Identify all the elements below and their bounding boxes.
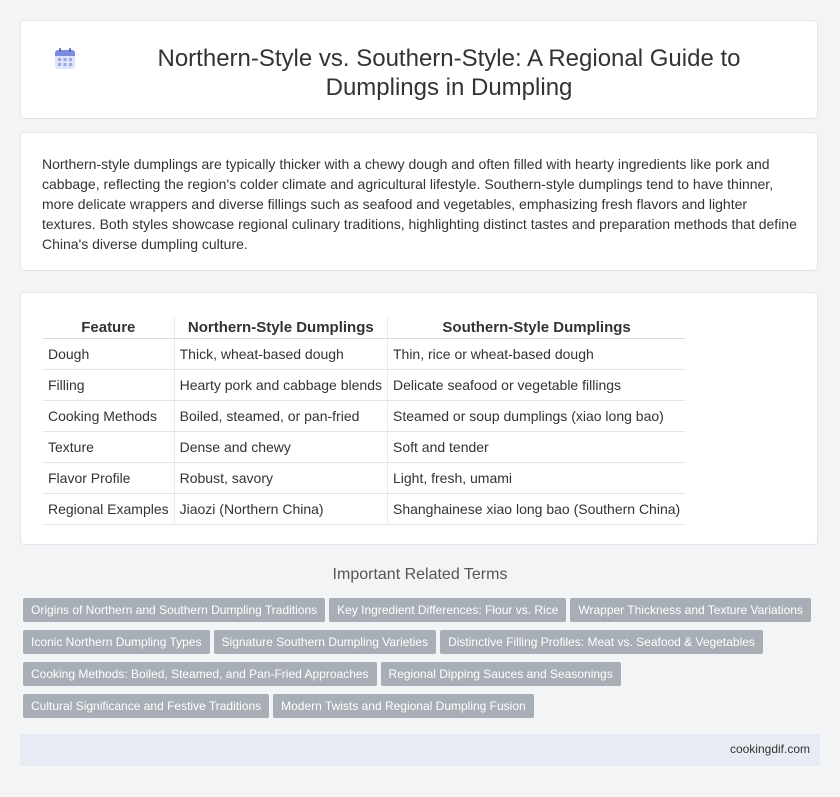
- intro-paragraph: Northern-style dumplings are typically thicker with a chewy dough and often filled with hearty ingredients like pork and cabbage, reflecting the region's colder climate and agricultural lifestyle. Southern-style dumplings tend to have thinner, more delicate wrappers and diverse fillings such as seafood and vegetables, emphasizing fresh flavors and lighter textures. Both styles showcase regional culinary traditions, highlighting distinct tastes and preparation methods that define China's diverse dumpling culture.: [42, 156, 797, 252]
- table-cell: Light, fresh, umami: [387, 463, 685, 494]
- table-cell: Soft and tender: [387, 432, 685, 463]
- table-cell: Flavor Profile: [43, 463, 174, 494]
- table-cell: Shanghainese xiao long bao (Southern China): [387, 494, 685, 525]
- table-cell: Delicate seafood or vegetable fillings: [387, 370, 685, 401]
- calendar-icon: [53, 47, 77, 71]
- table-cell: Texture: [43, 432, 174, 463]
- column-header: Feature: [43, 316, 174, 339]
- comparison-table: [43, 316, 685, 525]
- table-cell: Cooking Methods: [43, 401, 174, 432]
- table-row: [43, 370, 685, 401]
- table-cell: Robust, savory: [174, 463, 387, 494]
- related-term-tag[interactable]: Distinctive Filling Profiles: Meat vs. Seafood & Vegetables: [440, 630, 763, 654]
- table-header-row: [43, 316, 685, 339]
- related-term-tag[interactable]: Origins of Northern and Southern Dumpling Traditions: [23, 598, 325, 622]
- table-row: [43, 339, 685, 370]
- table-cell: Thick, wheat-based dough: [174, 339, 387, 370]
- related-term-tag[interactable]: Regional Dipping Sauces and Seasonings: [381, 662, 621, 686]
- table-cell: Hearty pork and cabbage blends: [174, 370, 387, 401]
- column-header: Southern-Style Dumplings: [387, 316, 685, 339]
- related-term-tag[interactable]: Key Ingredient Differences: Flour vs. Rice: [329, 598, 566, 622]
- table-cell: Thin, rice or wheat-based dough: [387, 339, 685, 370]
- table-cell: Jiaozi (Northern China): [174, 494, 387, 525]
- footer-site-link[interactable]: cookingdif.com: [729, 742, 810, 756]
- page-title: Northern-Style vs. Southern-Style: A Regional Guide to Dumplings in Dumpling: [157, 45, 741, 101]
- related-terms-title: Important Related Terms: [332, 566, 508, 583]
- table-row: [43, 494, 685, 525]
- comparison-card: [20, 292, 818, 545]
- related-term-tag[interactable]: Signature Southern Dumpling Varieties: [214, 630, 437, 654]
- header-card: [20, 20, 818, 119]
- table-cell: Regional Examples: [43, 494, 174, 525]
- table-row: [43, 401, 685, 432]
- footer: [20, 734, 820, 766]
- related-term-tag[interactable]: Modern Twists and Regional Dumpling Fusion: [273, 694, 534, 718]
- table-cell: Boiled, steamed, or pan-fried: [174, 401, 387, 432]
- table-cell: Dough: [43, 339, 174, 370]
- related-term-tag[interactable]: Iconic Northern Dumpling Types: [23, 630, 210, 654]
- table-cell: Filling: [43, 370, 174, 401]
- column-header: Northern-Style Dumplings: [174, 316, 387, 339]
- related-term-tag[interactable]: Wrapper Thickness and Texture Variations: [570, 598, 811, 622]
- table-row: [43, 463, 685, 494]
- related-term-tag[interactable]: Cooking Methods: Boiled, Steamed, and Pan-Fried Approaches: [23, 662, 377, 686]
- table-cell: Dense and chewy: [174, 432, 387, 463]
- table-row: [43, 432, 685, 463]
- related-terms-list: [23, 598, 823, 726]
- intro-card: [20, 132, 818, 271]
- table-cell: Steamed or soup dumplings (xiao long bao): [387, 401, 685, 432]
- related-term-tag[interactable]: Cultural Significance and Festive Traditions: [23, 694, 269, 718]
